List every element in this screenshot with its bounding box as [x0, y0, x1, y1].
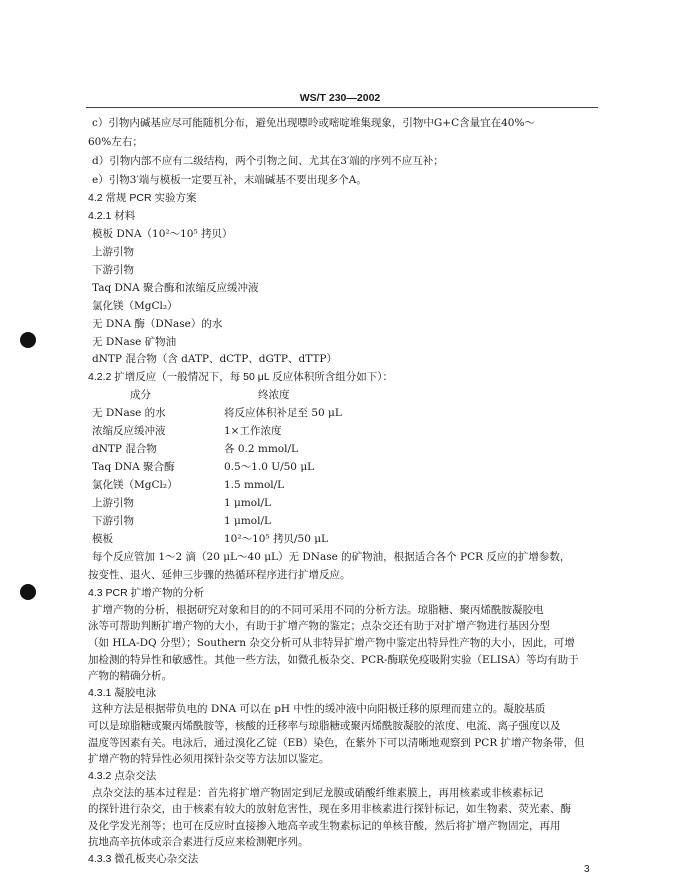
- table-cell-concentration: 10²～10⁵ 拷贝/50 μL: [224, 533, 329, 545]
- table-cell-component: 无 DNase 的水: [92, 407, 166, 419]
- section-heading: 4.3.2 点杂交法: [88, 770, 157, 782]
- table-cell-component: 上游引物: [92, 497, 134, 509]
- paragraph-line: 及化学发光剂等；也可在反应时直接掺入地高辛或生物素标记的单核苷酸，然后将扩增产物固定，再用: [88, 820, 561, 832]
- table-cell-component: 浓缩反应缓冲液: [92, 425, 166, 437]
- table-cell-concentration: 0.5～1.0 U/50 μL: [224, 461, 315, 473]
- paragraph-line: 加检测的特异性和敏感性。其他一些方法，如微孔板杂交、PCR-酶联免疫吸附实验（ELISA）等均有助于: [88, 654, 579, 666]
- material-item: 模板 DNA（10²～10⁵ 拷贝）: [92, 228, 233, 240]
- material-item: 氯化镁（MgCl₂）: [92, 300, 178, 312]
- material-item: Taq DNA 聚合酶和浓缩反应缓冲液: [92, 282, 259, 294]
- paragraph-line: 这种方法是根据带负电的 DNA 可以在 pH 中性的缓冲液中向阳极迁移的原理而建立的。凝胶基质: [92, 703, 546, 715]
- table-cell-component: dNTP 混合物: [92, 443, 157, 455]
- table-cell-concentration: 1×工作浓度: [224, 425, 282, 437]
- section-heading: 4.3.1 凝胶电泳: [88, 687, 157, 699]
- section-heading: 4.2.1 材料: [88, 210, 136, 222]
- paragraph-line: 泳等可帮助判断扩增产物的大小，有助于扩增产物的鉴定；点杂交还有助于对扩增产物进行基因分型: [88, 620, 550, 632]
- paragraph-line: 每个反应管加 1～2 滴（20 μL～40 μL）无 DNase 的矿物油，根据适合各个 PCR 反应的扩增参数，: [92, 551, 571, 563]
- material-item: dNTP 混合物（含 dATP、dCTP、dGTP、dTTP）: [92, 353, 337, 365]
- table-cell-concentration: 1 μmol/L: [224, 515, 271, 527]
- page-number: 3: [584, 864, 590, 875]
- paragraph-line: 产物的精确分析。: [88, 670, 172, 682]
- punch-hole-mark: [20, 584, 36, 600]
- text-line: e）引物3′端与模板一定要互补，末端碱基不要出现多个A。: [92, 174, 367, 186]
- table-cell-component: 下游引物: [92, 515, 134, 527]
- material-item: 上游引物: [92, 246, 134, 258]
- text-line: d）引物内部不应有二级结构，两个引物之间、尤其在3′端的序列不应互补；: [92, 155, 444, 167]
- section-heading: 4.3 PCR 扩增产物的分析: [88, 587, 205, 599]
- material-item: 下游引物: [92, 264, 134, 276]
- section-heading: 4.2 常规 PCR 实验方案: [88, 192, 197, 204]
- section-heading: 4.2.2 扩增反应（一般情况下，每 50 μL 反应体积所含组分如下）：: [88, 371, 393, 383]
- standard-code-header: WS/T 230—2002: [299, 92, 381, 104]
- paragraph-line: （如 HLA-DQ 分型）；Southern 杂交分析可从非特异扩增产物中鉴定出特异性产物的大小，因此，可增: [88, 637, 575, 649]
- punch-hole-mark: [20, 332, 36, 348]
- paragraph-line: 扩增产物的分析，根据研究对象和目的的不同可采用不同的分析方法。琼脂糖、聚丙烯酰胺凝胶电: [92, 604, 544, 616]
- table-cell-component: Taq DNA 聚合酶: [92, 461, 175, 473]
- table-cell-concentration: 1.5 mmol/L: [224, 479, 285, 491]
- paragraph-line: 可以是琼脂糖或聚丙烯酰胺等，核酸的迁移率与琼脂糖或聚丙烯酰胺凝胶的浓度、电流、离子强度以及: [88, 720, 561, 732]
- material-item: 无 DNase 矿物油: [92, 336, 177, 348]
- paragraph-line: 温度等因素有关。电泳后，通过溴化乙锭（EB）染色，在紫外下可以清晰地观察到 PCR 扩增产物条带，但: [88, 737, 585, 749]
- table-header-final-concentration: 终浓度: [258, 389, 290, 401]
- table-cell-concentration: 1 μmol/L: [224, 497, 271, 509]
- paragraph-line: 点杂交法的基本过程是：首先将扩增产物固定到尼龙膜或硝酸纤维素膜上，再用核素或非核素标记: [92, 787, 544, 799]
- material-item: 无 DNA 酶（DNase）的水: [92, 318, 223, 330]
- paragraph-line: 扩增产物的特异性必须用探针杂交等方法加以鉴定。: [88, 753, 330, 765]
- paragraph-line: 按变性、退火、延伸三步骤的热循环程序进行扩增反应。: [88, 569, 351, 581]
- table-cell-component: 氯化镁（MgCl₂）: [92, 479, 178, 491]
- text-line: 60%左右；: [88, 136, 143, 148]
- text-line: c）引物内碱基应尽可能随机分布，避免出现嘌呤或嘧啶堆集现象，引物中G+C含量宜在40%～: [92, 117, 535, 129]
- table-cell-concentration: 各 0.2 mmol/L: [224, 443, 298, 455]
- header-rule: [86, 107, 598, 108]
- paragraph-line: 的探针进行杂交，由于核素有较大的放射危害性，现在多用非核素进行探针标记，如生物素、荧光素、酶: [88, 803, 571, 815]
- section-heading: 4.3.3 微孔板夹心杂交法: [88, 853, 199, 865]
- table-cell-component: 模板: [92, 533, 113, 545]
- table-cell-concentration: 将反应体积补足至 50 μL: [224, 407, 342, 419]
- paragraph-line: 抗地高辛抗体或亲合素进行反应来检测靶序列。: [88, 836, 309, 848]
- table-header-component: 成分: [130, 389, 151, 401]
